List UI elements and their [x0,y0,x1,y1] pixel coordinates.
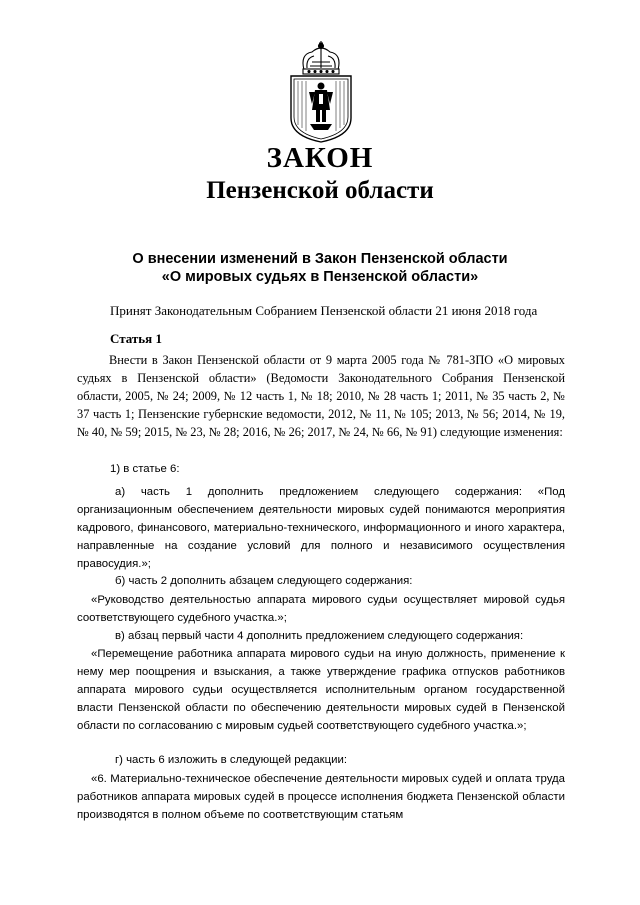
heading-line-2: «О мировых судьях в Пензенской области» [161,269,479,285]
subitem-b-quote: «Руководство деятельностью аппарата мирового судьи осуществляет мировой судья соответствующего судебного участка.»; [77,594,565,624]
subitem-g: г) часть 6 изложить в следующей редакции: [115,754,348,766]
heading-line-1: О внесении изменений в Закон Пензенской области [132,251,508,267]
intro-paragraph: Внести в Закон Пензенской области от 9 марта 2005 года № 781-ЗПО «О мировых судьях в Пензенской области» (Ведомости Законодательного Собрания Пензенской области, 2005, № 24; 2009, № 12 часть 1, № 18; 2010, № 28 часть 1; 2011, № 35 часть 2, № 37 часть 1; Пензенские губернские ведомости, 2012, № 11, № 105; 2013, № 56; 2014, № 19, № 40, № 59; 2015, № 23, № 28; 2016, № 26; 2017, № 24, № 66, № 91) следующие изменения: [77,353,565,439]
item-1: 1) в статье 6: [110,463,180,475]
subitem-a: а) часть 1 дополнить предложением следующего содержания: «Под организационным обеспечением деятельности мировых судей понимаются мероприятия кадрового, финансового, материально-технического, информационного и иного характера, направленные на создание условий для полного и независимого осуществления правосудия.»; [77,486,565,570]
subitem-b: б) часть 2 дополнить абзацем следующего содержания: [115,575,413,587]
penza-coat-of-arms-icon [282,40,360,144]
adoption-date-line: Принят Законодательным Собранием Пензенской области 21 июня 2018 года [110,303,538,318]
article-title: Статья 1 [110,331,162,346]
law-heading [0,250,640,286]
subitem-v: в) абзац первый части 4 дополнить предложением следующего содержания: [115,630,524,642]
subitem-g-quote: «6. Материально-техническое обеспечение деятельности мировых судей и оплата труда работников аппарата мировых судей в процессе исполнения бюджета Пензенской области производятся в полном объеме по соответствующим статьям [77,773,565,821]
law-title: ЗАКОН [266,142,374,174]
subitem-v-quote: «Перемещение работника аппарата мирового судьи на иную должность, применение к нему мер поощрения и взыскания, а также утверждение графика отпусков работников аппарата мирового судьи осуществляется исполнительным органом государственной власти Пензенской области по обеспечению деятельности мировых судей в Пензенской области по согласованию с мировым судьей соответствующего судебного участка.»; [77,648,565,732]
law-region: Пензенской области [206,177,434,204]
